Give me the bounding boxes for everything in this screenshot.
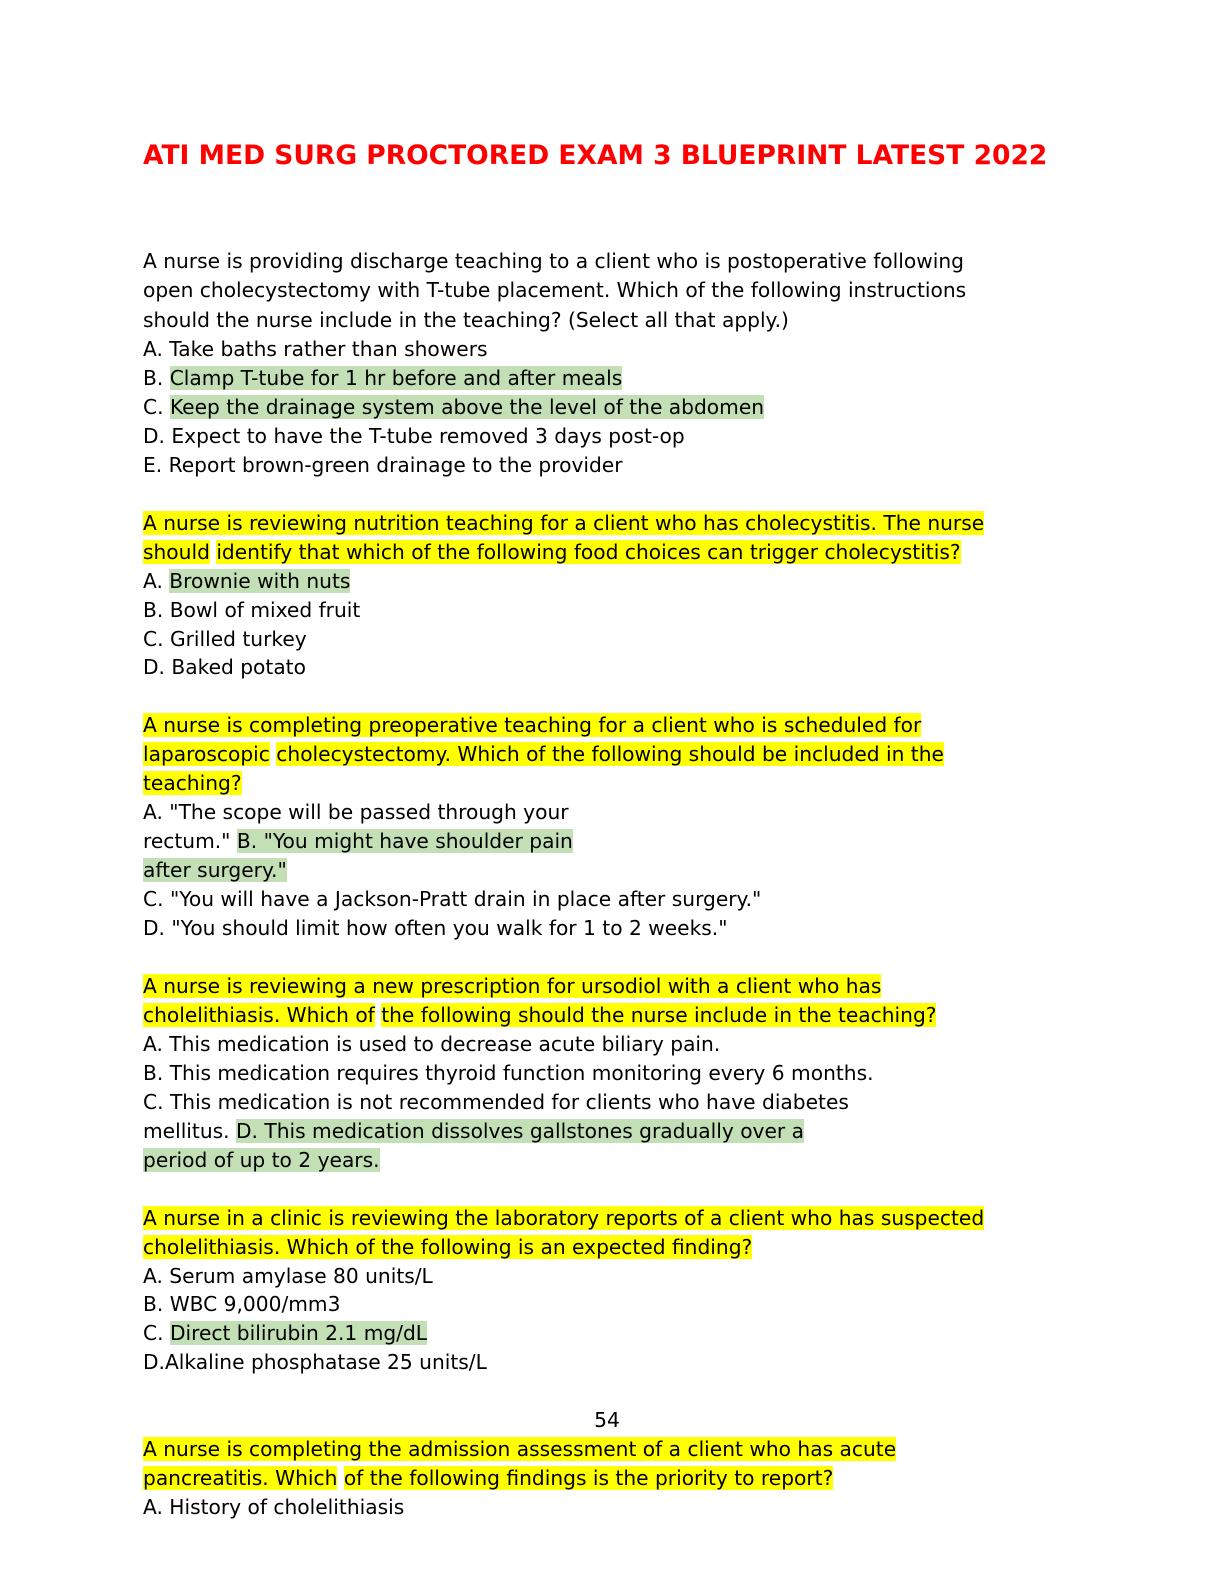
option-text: "You should limit how often you walk for 1 to 2 weeks." [171,916,728,940]
option-letter: A. [143,800,163,824]
option-text: Alkaline phosphatase 25 units/L [164,1350,487,1374]
option-a [143,335,488,364]
question-stem-text: A nurse in a clinic is reviewing the laboratory reports of a client who has suspected [143,1206,985,1230]
question-stem-line [143,1435,896,1464]
question-stem-line [143,740,944,769]
question-stem-line: should the nurse include in the teaching? (Select all that apply.) [143,308,789,332]
option-text: Grilled turkey [169,627,307,651]
option-text: rectum." [143,829,231,853]
correct-answer-text: Direct bilirubin 2.1 mg/dL [169,1321,428,1345]
option-text: "The scope will be passed through your [169,800,569,824]
correct-answer-letter: D. [235,1119,258,1143]
question-stem-line [143,1464,833,1493]
option-letter: C. [143,395,164,419]
question-stem-line [143,509,984,538]
option-letter: D. [143,916,165,940]
option-b-continued [143,856,287,885]
option-letter: A. [143,569,163,593]
option-text: Baked potato [171,655,306,679]
option-text: This medication is used to decrease acute biliary pain. [169,1032,721,1056]
question-stem-text: cholecystectomy. Which of the following should be included in the [276,742,944,766]
option-c [143,393,764,422]
option-letter: D. [143,424,165,448]
question-stem-text: should [143,540,210,564]
option-c [143,1319,427,1348]
correct-answer-text: This medication dissolves gallstones gradually over a [264,1119,805,1143]
question-stem-text: cholelithiasis. Which of the following is an expected finding? [143,1235,753,1259]
question-stem-line: A nurse is providing discharge teaching to a client who is postoperative following [143,249,964,273]
option-text: mellitus. [143,1119,230,1143]
option-a [143,798,569,827]
question-stem-line [143,1204,984,1233]
option-a [143,1030,720,1059]
question-stem-line: open cholecystectomy with T-tube placement. Which of the following instructions [143,278,967,302]
option-e [143,451,623,480]
document-title: ATI MED SURG PROCTORED EXAM 3 BLUEPRINT LATEST 2022 [143,140,1048,171]
option-text: Take baths rather than showers [169,337,488,361]
option-letter: C. [143,627,164,651]
question-stem-line [143,1233,752,1262]
option-b [143,827,573,856]
option-text: "You will have a Jackson-Pratt drain in place after surgery." [169,887,762,911]
question-stem-text: identify that which of the following food choices can trigger cholecystitis? [216,540,961,564]
question-stem-text: the following should the nurse include in the teaching? [381,1003,937,1027]
option-c [143,1088,849,1117]
option-c [143,625,307,654]
option-text: History of cholelithiasis [169,1495,405,1519]
question-stem-line [143,972,881,1001]
question-stem-text: A nurse is reviewing nutrition teaching for a client who has cholecystitis. The nurse [143,511,985,535]
option-a [143,1262,433,1291]
correct-answer-text: period of up to 2 years. [143,1148,380,1172]
option-letter: C. [143,1090,164,1114]
option-b [143,1059,874,1088]
option-d [143,422,685,451]
option-letter: B. [143,598,164,622]
option-letter: C. [143,1321,164,1345]
option-letter: B. [143,366,164,390]
option-b [143,1290,340,1319]
question-stem-line [143,1001,936,1030]
option-d [143,1117,804,1146]
option-letter: A. [143,1264,163,1288]
option-b [143,364,622,393]
question-stem-text: laparoscopic [143,742,270,766]
option-letter: E. [143,453,163,477]
option-letter: B. [143,1061,164,1085]
correct-answer-text: after surgery." [143,858,287,882]
question-stem-line [143,711,921,740]
option-text: This medication requires thyroid function monitoring every 6 months. [169,1061,874,1085]
page-number: 54 [594,1408,620,1432]
question-stem-text: A nurse is reviewing a new prescription for ursodiol with a client who has [143,974,882,998]
option-b [143,596,360,625]
option-d [143,1348,487,1377]
option-letter: A. [143,337,163,361]
option-c [143,885,761,914]
question-stem-line [143,538,961,567]
option-letter: B. [143,1292,164,1316]
option-letter: C. [143,887,164,911]
correct-answer-text: Brownie with nuts [169,569,351,593]
option-letter: D. [143,1350,165,1374]
correct-answer-text: Clamp T-tube for 1 hr before and after meals [169,366,623,390]
question-stem-text: pancreatitis. Which [143,1466,338,1490]
correct-answer-text: "You might have shoulder pain [263,829,573,853]
question-stem-line [143,769,242,798]
correct-answer-text: Keep the drainage system above the level of the abdomen [169,395,765,419]
option-text: This medication is not recommended for clients who have diabetes [169,1090,849,1114]
question-stem-text: teaching? [143,771,242,795]
option-letter: D. [143,655,165,679]
question-stem-text: A nurse is completing the admission assessment of a client who has acute [143,1437,897,1461]
option-text: Report brown-green drainage to the provider [168,453,623,477]
question-stem-text: of the following findings is the priority to report? [343,1466,834,1490]
option-d-continued [143,1146,380,1175]
correct-answer-letter: B. [236,829,258,853]
option-text: Bowl of mixed fruit [169,598,361,622]
option-text: Serum amylase 80 units/L [169,1264,433,1288]
option-letter: A. [143,1495,163,1519]
question-stem-text: A nurse is completing preoperative teaching for a client who is scheduled for [143,713,922,737]
question-stem-text: cholelithiasis. Which of [143,1003,375,1027]
option-text: WBC 9,000/mm3 [169,1292,341,1316]
option-d [143,914,727,943]
option-a [143,567,350,596]
option-d [143,653,306,682]
option-letter: A. [143,1032,163,1056]
option-text: Expect to have the T-tube removed 3 days post-op [171,424,685,448]
option-a [143,1493,404,1522]
